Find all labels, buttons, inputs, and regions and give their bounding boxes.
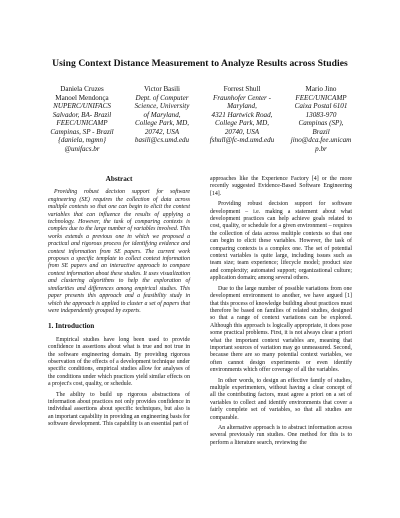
- author-affiliation: Brazil: [312, 127, 330, 136]
- author-affiliation: Science, University: [134, 102, 190, 110]
- author-name: Daniela Cruzes: [60, 85, 104, 93]
- author-1: [44, 85, 120, 153]
- body-paragraph: Providing robust decision support for software development – i.e. making a statement about what development practices can help achieve goals related to cost, quality, or schedule for a given environment – requires the collection of data across multiple contexts so that one can begin to elicit these variables. However, the task of comparing contexts is a complex one. The set of potential context variables is quite large, including issues such as team size; team experience; lifecycle model; product size and complexity; automated support; organizational culture; application domain; among several others.: [210, 201, 352, 282]
- author-affiliation: Caixa Postal 6101: [294, 102, 348, 110]
- author-name: Mario Jino: [305, 85, 337, 93]
- author-affiliation: Fraunhofer Center -: [213, 93, 271, 102]
- author-email: fshull@fc-md.umd.edu: [209, 136, 275, 144]
- author-email: basili@cs.umd.edu: [134, 136, 190, 144]
- body-paragraph: Due to the large number of possible variations from one development environment to another, we have argued [1] that this process of knowledge building about practices must therefore be based on families of related studies, designed so that a range of context variations can be explored. Although this approach is logically appropriate, it does pose some practical problems. First, it is not always clear a priori what the important context variables are, meaning that important sources of variation may go unmeasured. Second, because there are so many potential context variables, we often cannot design experiments or even identify environments which offer coverage of all the variables.: [210, 285, 352, 374]
- author-email: @unifacs.br: [64, 144, 100, 153]
- author-affiliation: College Park, MD,: [215, 119, 269, 127]
- author-affiliation: 13083-970: [305, 110, 337, 119]
- author-affiliation: Campinas, SP - Brazil: [50, 127, 114, 136]
- author-name: Forrest Shull: [223, 85, 261, 93]
- author-affiliation: Maryland,: [227, 102, 257, 110]
- author-name: Victor Basili: [143, 85, 181, 93]
- author-affiliation: Dept. of Computer: [135, 93, 189, 102]
- body-paragraph: An alternative approach is to abstract information across several previously run studies. One method for this is to perform a literature search, reviewing the: [210, 425, 352, 446]
- author-affiliation: of Maryland,: [143, 110, 181, 119]
- author-affiliation: 20742, USA: [144, 127, 180, 136]
- left-column: [48, 176, 190, 432]
- body-paragraph: approaches like the Experience Factory [4] or the more recently suggested Evidence-Based Software Engineering [14].: [210, 176, 352, 197]
- author-4: [283, 85, 359, 153]
- body-paragraph: In other words, to design an effective family of studies, multiple experimenters, without having a clear concept of all the contributing factors, must agree a priori on a set of variables to collect and identify environments that cover a fairly complete set of variables, so that all studies are comparable.: [210, 377, 352, 421]
- introduction-heading: 1. Introduction: [48, 322, 95, 331]
- author-affiliation: Campinas (SP),: [298, 119, 344, 127]
- paper-title: Using Context Distance Measurement to Analyze Results across Studies: [52, 58, 348, 69]
- right-column: [210, 176, 352, 450]
- author-email: {daniela, mgmn}: [58, 136, 106, 144]
- author-block: [0, 85, 400, 165]
- author-affiliation: FEEC/UNICAMP: [295, 93, 347, 102]
- author-affiliation: NUPERC/UNIFACS: [53, 102, 111, 110]
- author-3: [204, 85, 280, 145]
- abstract-heading: Abstract: [105, 175, 133, 183]
- author-affiliation: 4321 Hartwick Road,: [211, 110, 273, 119]
- author-name: Manoel Mendonça: [55, 93, 109, 102]
- author-2: [124, 85, 200, 145]
- author-email: jino@dca.fee.unicam: [290, 136, 352, 144]
- author-affiliation: 20740, USA: [224, 127, 260, 136]
- abstract-text: Providing robust decision support for software engineering (SE) requires the collection of data across multiple contexts so that one can begin to elicit the context variables that can influence the results of applying a technology. However, the task of comparing contexts is complex due to the large number of variables involved. This works extends a previous one in which we proposed a practical and rigorous process for identifying evidence and context information from SE papers. The current work proposes a specific template to collect context information from SE papers and an interactive approach to compare context information about these studies. It uses visualization and clustering algorithms to help the exploration of similarities and differences among empirical studies. This paper presents this approach and a feasibility study in which the approach is applied to cluster a set of papers that were independently grouped by experts.: [48, 189, 190, 314]
- intro-paragraph: The ability to build up rigorous abstractions of information about practices not only provides confidence in individual assertions about specific techniques, but also is an important capability in providing an engineering basis for software development. This capability is an essential part of: [48, 391, 190, 428]
- author-affiliation: College Park, MD,: [135, 119, 189, 127]
- author-affiliation: FEEC/UNICAMP: [56, 119, 108, 127]
- author-affiliation: Salvador, BA- Brazil: [52, 110, 112, 119]
- intro-paragraph: Empirical studies have long been used to provide confidence in assertions about what is true and not true in the software engineering domain. By providing rigorous observation of the effects of a development technique under specific conditions, empirical studies allow for analyses of the conditions under which practices yield similar effects on a project's cost, quality, or schedule.: [48, 336, 190, 388]
- author-email: p.br: [315, 144, 327, 153]
